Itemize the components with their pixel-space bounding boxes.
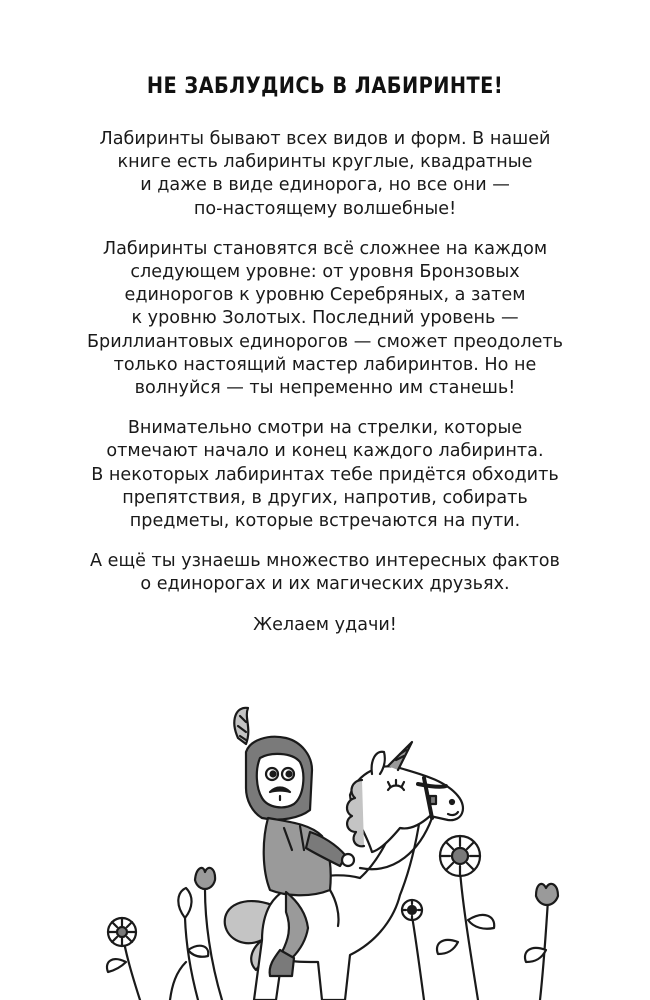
paragraph-good-luck: Желаем удачи! bbox=[253, 614, 397, 635]
intro-text bbox=[60, 128, 590, 654]
paragraph-facts: А ещё ты узнаешь множество интересных фактов о единорогах и их магических друзьях. bbox=[90, 551, 560, 595]
knight-plume bbox=[234, 708, 248, 744]
knight-unicorn-illustration bbox=[0, 700, 650, 1000]
leaf-flower-left-icon bbox=[170, 888, 208, 1000]
small-flower-right-icon bbox=[402, 900, 424, 1000]
unicorn-horn bbox=[388, 742, 412, 770]
daisy-flower-left-icon bbox=[107, 918, 140, 1000]
paragraph-intro: Лабиринты бывают всех видов и форм. В нашей книге есть лабиринты круглые, квадратные и даже в виде единорога, но все они — по-настоящему волшебные! bbox=[99, 129, 551, 219]
page-title: НЕ ЗАБЛУДИСЬ В ЛАБИРИНТЕ! bbox=[146, 74, 504, 99]
round-flower-right-icon bbox=[437, 836, 494, 1000]
paragraph-levels: Лабиринты становятся всё сложнее на каждом следующем уровне: от уровня Бронзовых единорогов к уровню Серебряных, а затем к уровню Золотых. Последний уровень — Бриллиантовых единорогов — сможет преодолеть только настоящий мастер лабиринтов. Но не волнуйся — ты непременно им станешь! bbox=[86, 238, 564, 399]
unicorn-mane bbox=[347, 780, 364, 846]
tulip-flower-left-icon bbox=[195, 868, 222, 1000]
paragraph-arrows: Внимательно смотри на стрелки, которые отмечают начало и конец каждого лабиринта. В некоторых лабиринтах тебе придётся обходить препятствия, в других, напротив, собирать предметы, которые встречаются на пути. bbox=[91, 418, 559, 532]
tulip-flower-right-icon bbox=[525, 884, 558, 1000]
